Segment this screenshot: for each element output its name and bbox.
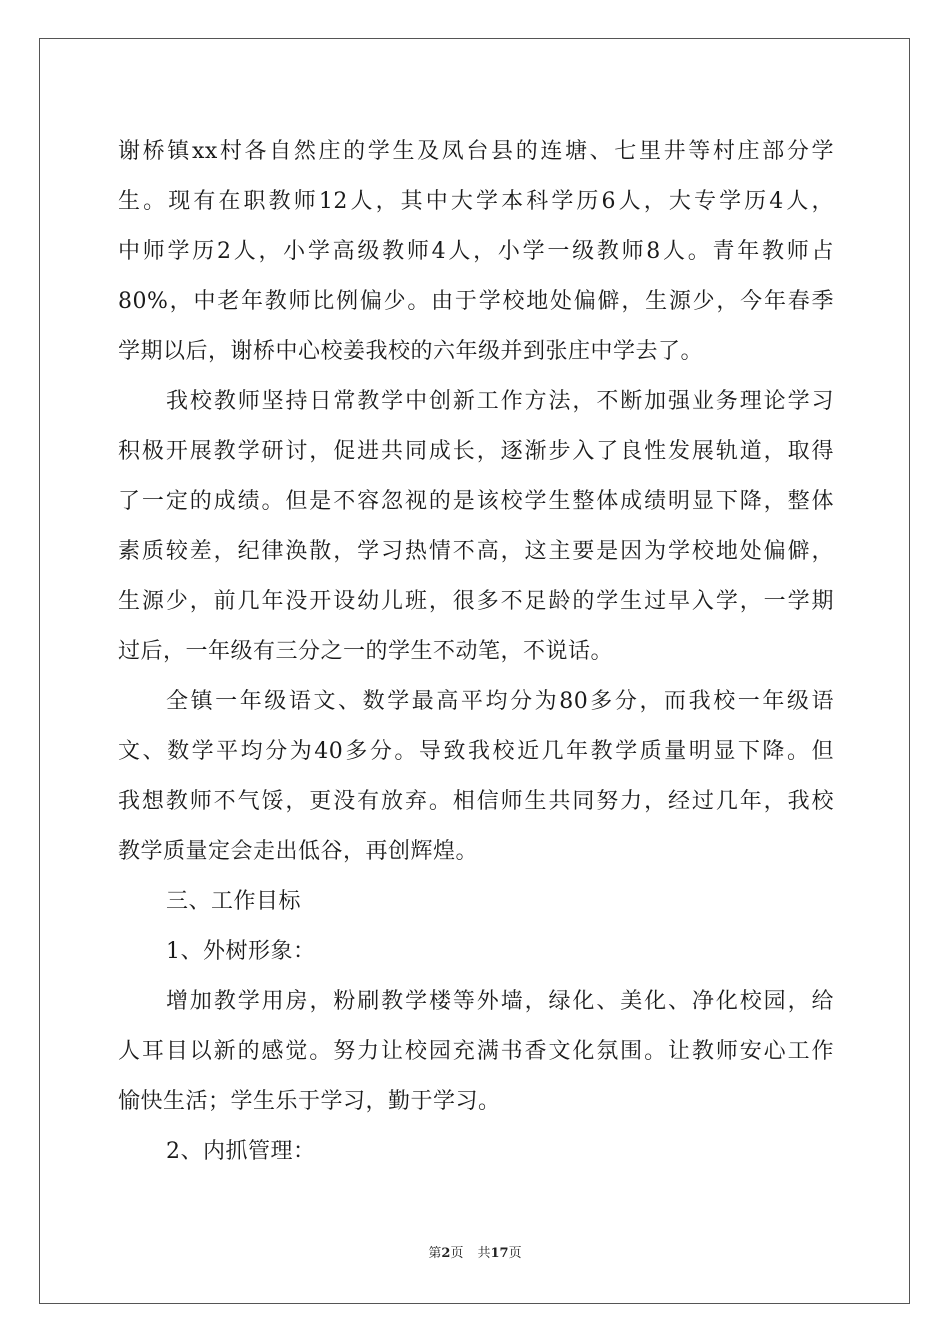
document-body bbox=[118, 127, 834, 1177]
footer-page-prefix: 第 bbox=[428, 1246, 442, 1261]
text-line: 我想教师不气馁，更没有放弃。相信师生共同努力，经过几年，我校 bbox=[118, 789, 834, 814]
text-line: 学期以后，谢桥中心校姜我校的六年级并到张庄中学去了。 bbox=[118, 339, 704, 364]
footer-total-unit: 页 bbox=[508, 1246, 522, 1261]
text-line: 人耳目以新的感觉。努力让校园充满书香文化氛围。让教师安心工作 bbox=[118, 1039, 834, 1064]
text-line: 过后，一年级有三分之一的学生不动笔，不说话。 bbox=[118, 639, 614, 664]
footer-page-unit: 页 bbox=[450, 1246, 464, 1261]
page-footer bbox=[0, 1244, 950, 1264]
text-line: 教学质量定会走出低谷，再创辉煌。 bbox=[118, 839, 479, 864]
text-line: 积极开展教学研讨，促进共同成长，逐渐步入了良性发展轨道，取得 bbox=[118, 439, 834, 464]
footer-total-prefix: 共 bbox=[477, 1246, 491, 1261]
text-line: 愉快生活；学生乐于学习，勤于学习。 bbox=[118, 1089, 501, 1114]
text-line: 80%，中老年教师比例偏少。由于学校地处偏僻，生源少，今年春季 bbox=[118, 289, 834, 314]
footer-page-number: 2 bbox=[441, 1246, 451, 1261]
text-line: 三、工作目标 bbox=[166, 889, 302, 914]
text-line: 素质较差，纪律涣散，学习热情不高，这主要是因为学校地处偏僻， bbox=[118, 539, 834, 564]
footer-total-pages: 17 bbox=[490, 1246, 509, 1261]
text-line: 1、外树形象： bbox=[166, 939, 316, 964]
text-line: 增加教学用房，粉刷教学楼等外墙，绿化、美化、净化校园，给 bbox=[166, 989, 834, 1014]
text-line: 文、数学平均分为40多分。导致我校近几年教学质量明显下降。但 bbox=[118, 739, 834, 764]
text-line: 我校教师坚持日常教学中创新工作方法，不断加强业务理论学习 bbox=[166, 389, 834, 414]
text-line: 中师学历2人，小学高级教师4人，小学一级教师8人。青年教师占 bbox=[118, 239, 834, 264]
text-line: 了一定的成绩。但是不容忽视的是该校学生整体成绩明显下降，整体 bbox=[118, 489, 834, 514]
text-line: 全镇一年级语文、数学最高平均分为80多分，而我校一年级语 bbox=[166, 689, 834, 714]
text-line: 2、内抓管理： bbox=[166, 1139, 316, 1164]
text-line: 生。现有在职教师12人，其中大学本科学历6人，大专学历4人， bbox=[118, 189, 834, 214]
paragraph-lines bbox=[118, 127, 834, 1177]
text-line: 谢桥镇xx村各自然庄的学生及凤台县的连塘、七里井等村庄部分学 bbox=[118, 139, 834, 164]
text-line: 生源少，前几年没开设幼儿班，很多不足龄的学生过早入学，一学期 bbox=[118, 589, 834, 614]
